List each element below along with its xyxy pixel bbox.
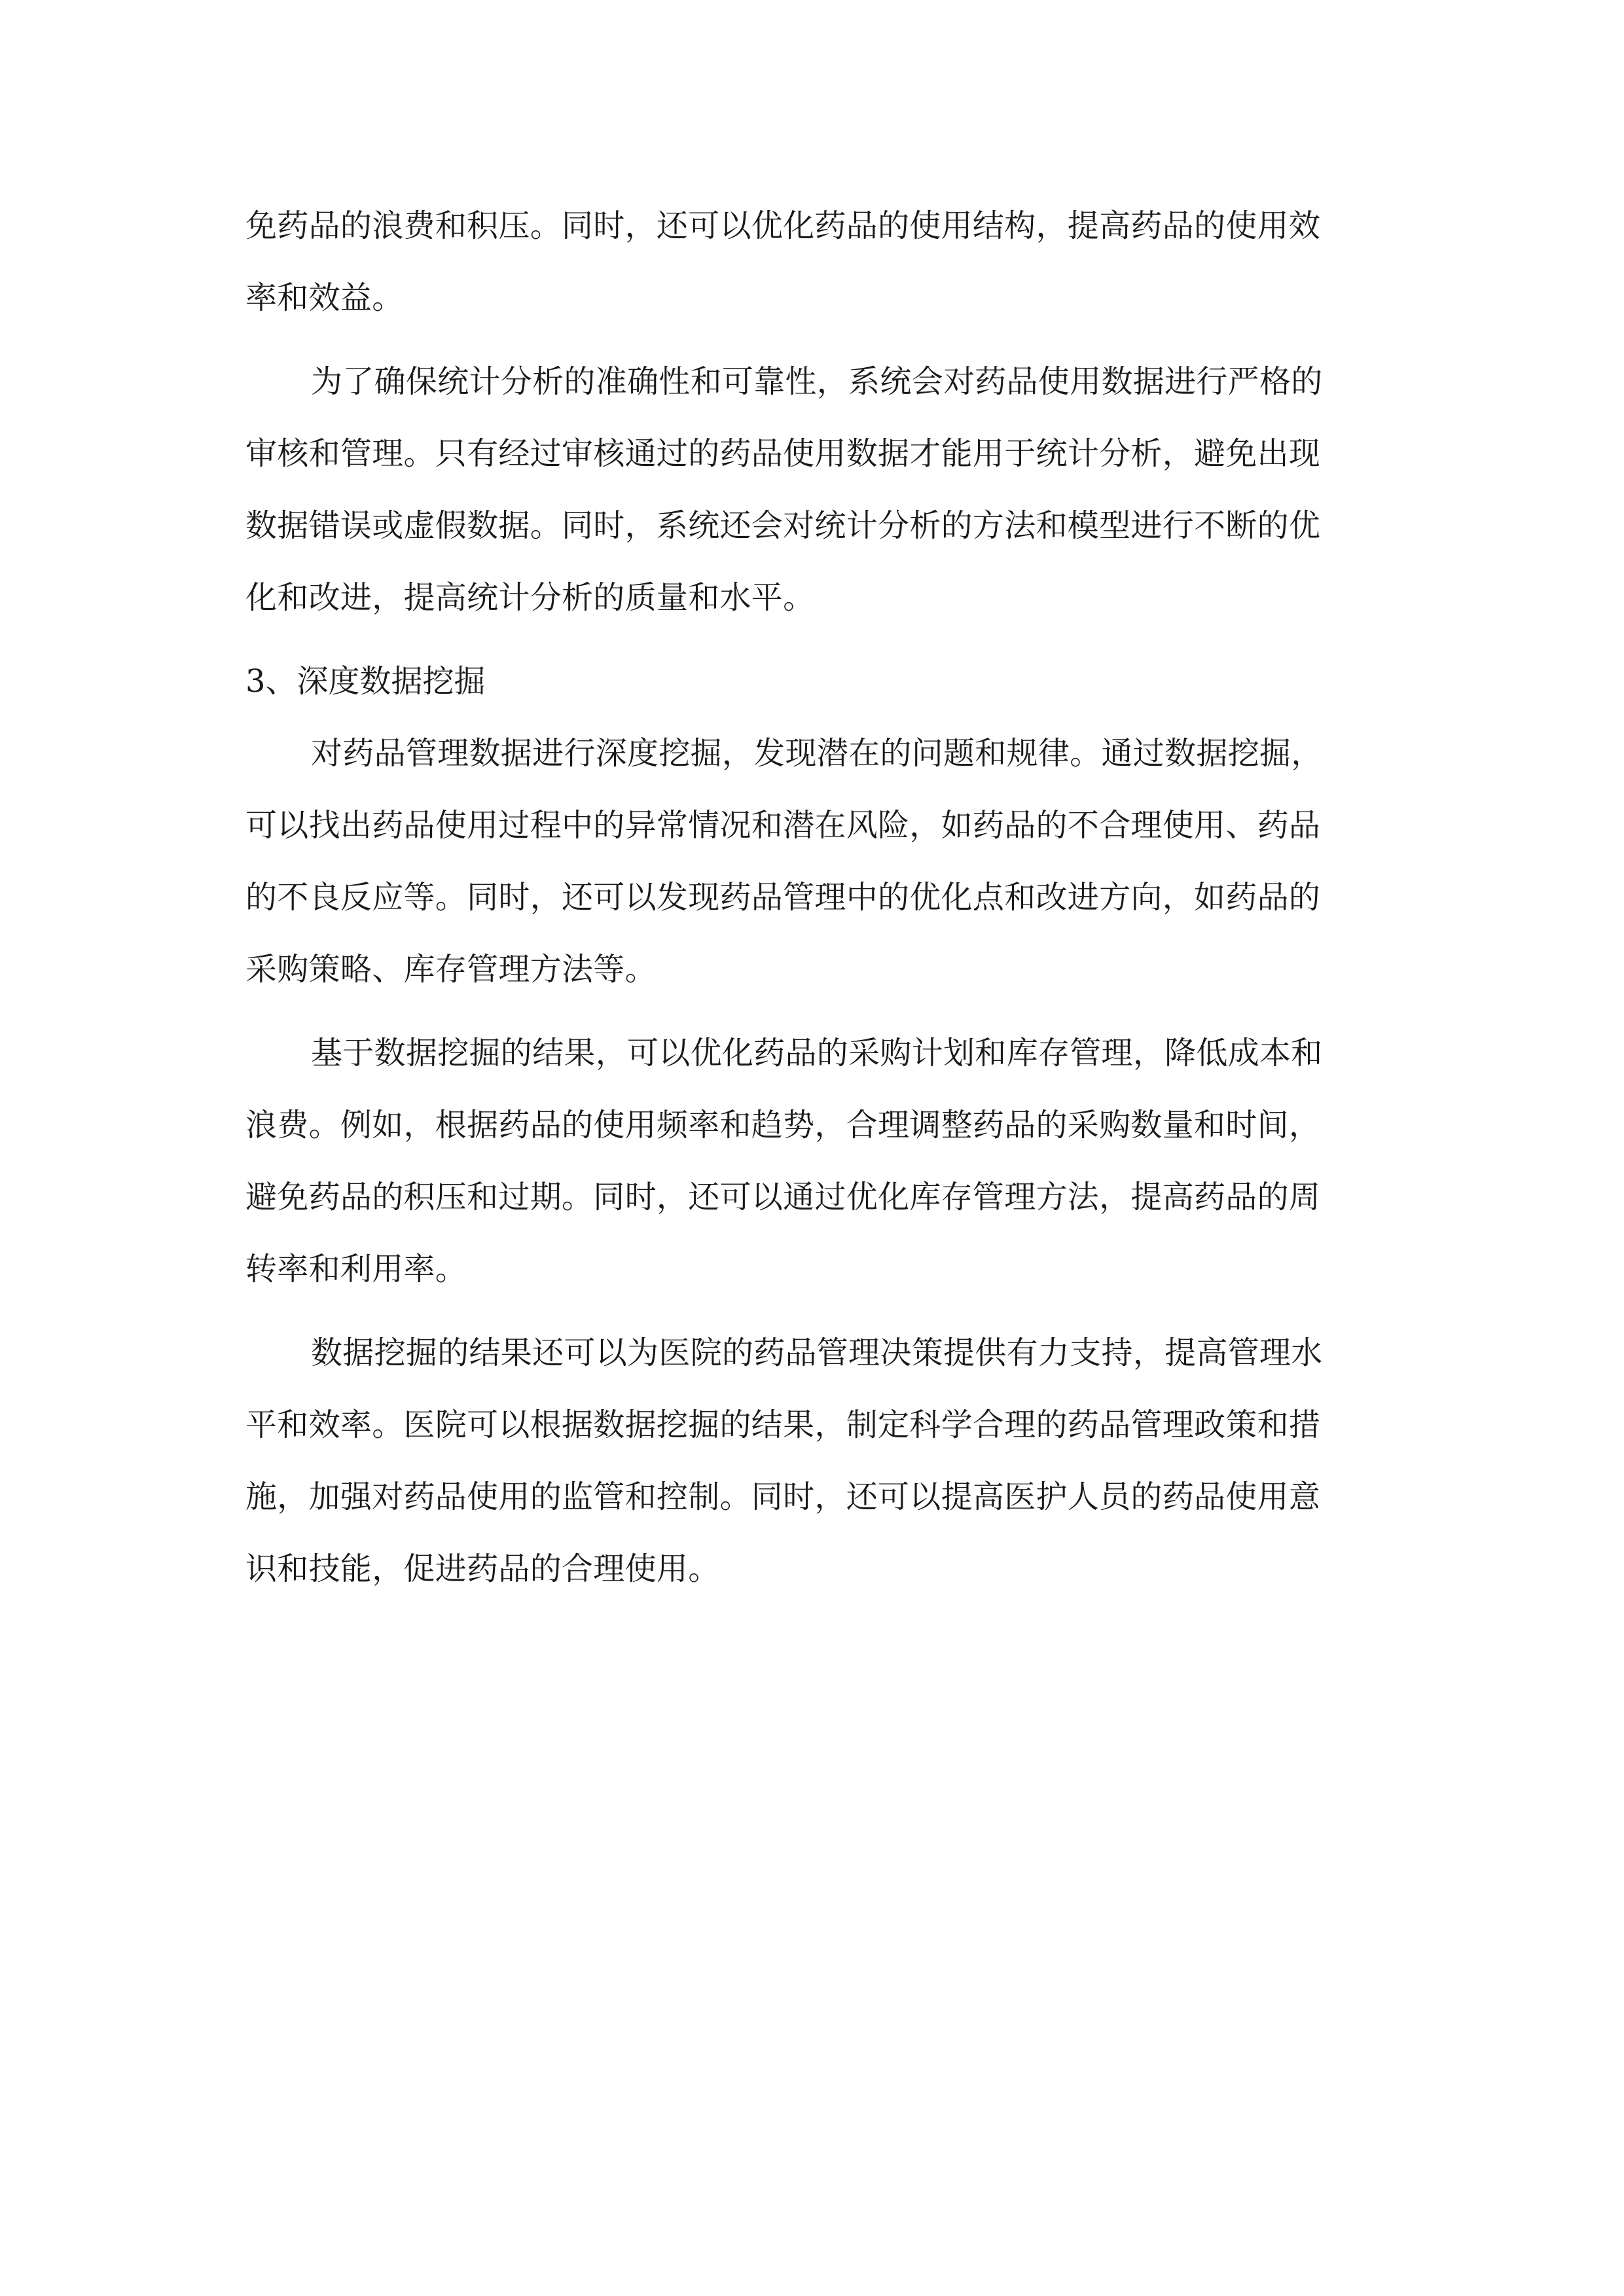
- text-line: 识和技能，促进药品的合理使用。: [245, 1551, 720, 1587]
- text-line: 可以找出药品使用过程中的异常情况和潜在风险，如药品的不合理使用、药品: [245, 807, 1321, 844]
- text-line: 数据挖掘的结果还可以为医院的药品管理决策提供有力支持，提高管理水: [311, 1335, 1323, 1371]
- text-line: 避免药品的积压和过期。同时，还可以通过优化库存管理方法，提高药品的周: [245, 1179, 1321, 1215]
- text-line: 施，加强对药品使用的监管和控制。同时，还可以提高医护人员的药品使用意: [245, 1479, 1321, 1515]
- text-line: 的不良反应等。同时，还可以发现药品管理中的优化点和改进方向，如药品的: [245, 879, 1321, 916]
- text-line: 采购策略、库存管理方法等。: [245, 951, 657, 988]
- text-line: 转率和利用率。: [245, 1251, 467, 1287]
- text-line: 数据错误或虚假数据。同时，系统还会对统计分析的方法和模型进行不断的优: [245, 507, 1321, 544]
- paragraph: [245, 717, 1384, 1005]
- text-line: 审核和管理。只有经过审核通过的药品使用数据才能用于统计分析，避免出现: [245, 435, 1321, 472]
- text-line: 浪费。例如，根据药品的使用频率和趋势，合理调整药品的采购数量和时间，: [245, 1107, 1321, 1143]
- text-line: 为了确保统计分析的准确性和可靠性，系统会对药品使用数据进行严格的: [311, 363, 1323, 400]
- text-line: 化和改进，提高统计分析的质量和水平。: [245, 579, 815, 616]
- section-heading: 3、深度数据挖掘: [245, 663, 486, 700]
- paragraph: [245, 1017, 1384, 1305]
- text-line: 率和效益。: [245, 279, 404, 316]
- text-line: 免药品的浪费和积压。同时，还可以优化药品的使用结构，提高药品的使用效: [245, 207, 1321, 244]
- paragraph: [245, 346, 1384, 634]
- document-page: [245, 190, 1384, 1605]
- paragraph: [245, 190, 1384, 334]
- text-line: 平和效率。医院可以根据数据挖掘的结果，制定科学合理的药品管理政策和措: [245, 1407, 1321, 1443]
- text-line: 对药品管理数据进行深度挖掘，发现潜在的问题和规律。通过数据挖掘，: [311, 735, 1323, 772]
- paragraph: [245, 1317, 1384, 1605]
- text-line: 基于数据挖掘的结果，可以优化药品的采购计划和库存管理，降低成本和: [311, 1035, 1323, 1071]
